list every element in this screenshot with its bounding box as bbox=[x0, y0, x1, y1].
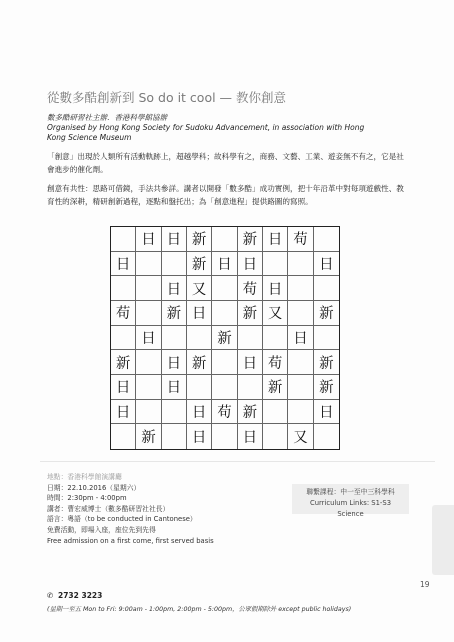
grid-cell bbox=[111, 276, 136, 301]
grid-cell bbox=[314, 227, 339, 252]
grid-cell: 日 bbox=[263, 276, 288, 301]
grid-cell: 新 bbox=[187, 227, 212, 252]
grid-cell: 苟 bbox=[238, 276, 263, 301]
grid-cell bbox=[212, 375, 237, 400]
curriculum-english: Curriculum Links: S1-S3 Science bbox=[309, 499, 392, 518]
phone-icon: ✆ bbox=[47, 591, 54, 600]
grid-cell: 新 bbox=[314, 301, 339, 326]
grid-cell bbox=[288, 301, 313, 326]
grid-cell: 新 bbox=[314, 350, 339, 375]
speaker-text: 講者：曹宏威博士（數多酷研習社社長） bbox=[47, 504, 170, 513]
grid-cell: 日 bbox=[238, 424, 263, 449]
grid-cell bbox=[111, 424, 136, 449]
grid-cell bbox=[111, 227, 136, 252]
grid-cell bbox=[187, 326, 212, 351]
sudoku-grid bbox=[110, 226, 340, 450]
grid-cell: 日 bbox=[111, 400, 136, 425]
grid-cell bbox=[212, 350, 237, 375]
grid-cell bbox=[314, 276, 339, 301]
grid-cell bbox=[212, 276, 237, 301]
grid-cell: 新 bbox=[238, 301, 263, 326]
page-edge-tab bbox=[432, 505, 454, 575]
grid-cell: 日 bbox=[263, 227, 288, 252]
grid-cell: 日 bbox=[212, 252, 237, 277]
event-info bbox=[47, 472, 214, 546]
grid-cell bbox=[314, 326, 339, 351]
grid-cell bbox=[162, 252, 187, 277]
grid-cell: 又 bbox=[288, 424, 313, 449]
grid-cell: 日 bbox=[187, 424, 212, 449]
grid-cell bbox=[136, 301, 161, 326]
grid-cell: 苟 bbox=[111, 301, 136, 326]
grid-cell: 新 bbox=[238, 227, 263, 252]
grid-cell bbox=[238, 375, 263, 400]
grid-cell: 苟 bbox=[212, 400, 237, 425]
grid-cell bbox=[288, 400, 313, 425]
admission-chinese: 免費活動，即場入座，座位先到先得 bbox=[47, 525, 156, 534]
grid-cell bbox=[212, 301, 237, 326]
grid-cell: 日 bbox=[314, 400, 339, 425]
grid-cell bbox=[212, 424, 237, 449]
grid-cell bbox=[136, 350, 161, 375]
phone-line bbox=[47, 591, 102, 600]
curriculum-box bbox=[292, 484, 409, 518]
grid-cell: 新 bbox=[162, 301, 187, 326]
grid-cell bbox=[187, 375, 212, 400]
language-text: 語言：粵語（to be conducted in Cantonese） bbox=[47, 515, 197, 524]
grid-cell: 新 bbox=[238, 400, 263, 425]
grid-cell: 又 bbox=[263, 301, 288, 326]
grid-cell: 新 bbox=[263, 375, 288, 400]
grid-cell: 日 bbox=[187, 400, 212, 425]
grid-cell bbox=[238, 326, 263, 351]
grid-cell: 日 bbox=[162, 276, 187, 301]
grid-cell: 新 bbox=[111, 350, 136, 375]
grid-cell: 日 bbox=[288, 326, 313, 351]
grid-cell bbox=[288, 276, 313, 301]
grid-cell: 日 bbox=[111, 252, 136, 277]
grid-cell: 日 bbox=[314, 252, 339, 277]
grid-cell: 新 bbox=[212, 326, 237, 351]
phone-number: 2732 3223 bbox=[58, 591, 103, 600]
intro-paragraph: 「創意」出現於人類所有活動軌跡上，超越學科；故科學有之，商務、文藝、工業、遊妾無不有之，它是社會進步的催化劑。 bbox=[47, 152, 404, 174]
grid-cell: 新 bbox=[136, 424, 161, 449]
grid-cell: 苟 bbox=[263, 350, 288, 375]
page-number: 19 bbox=[420, 580, 430, 589]
grid-cell: 日 bbox=[136, 326, 161, 351]
grid-cell: 苟 bbox=[288, 227, 313, 252]
grid-cell bbox=[263, 424, 288, 449]
divider bbox=[40, 461, 435, 462]
office-hours: (星期一至五 Mon to Fri: 9:00am - 1:00pm, 2:00pm - 5:00pm，公眾假期除外 except public holidays) bbox=[47, 606, 352, 613]
grid-cell: 新 bbox=[187, 350, 212, 375]
grid-cell bbox=[162, 400, 187, 425]
grid-cell: 日 bbox=[111, 375, 136, 400]
description-paragraph: 創意有共性：思路可借鏡，手法共參詳。講者以開發「數多酷」成功實例，把十年沿革中對每項遊戲性、教育性的深耕，精研創新過程，逐點和盤托出；為「創意進程」提供路圖的寫照。 bbox=[47, 184, 404, 206]
grid-cell bbox=[111, 326, 136, 351]
grid-cell: 日 bbox=[187, 301, 212, 326]
grid-cell: 日 bbox=[162, 227, 187, 252]
organizer-chinese: 數多酷研習社主辦．香港科學館協辦 bbox=[47, 113, 167, 122]
grid-cell bbox=[162, 326, 187, 351]
grid-cell: 日 bbox=[162, 350, 187, 375]
grid-cell bbox=[136, 252, 161, 277]
organizer-english: Organised by Hong Kong Society for Sudoku Advancement, in association with Hong Kong Science Museum bbox=[47, 123, 365, 142]
grid-cell bbox=[288, 252, 313, 277]
grid-cell bbox=[263, 326, 288, 351]
grid-cell bbox=[263, 252, 288, 277]
time-text: 時間：2:30pm - 4:00pm bbox=[47, 494, 127, 503]
grid-cell bbox=[288, 350, 313, 375]
grid-cell: 日 bbox=[238, 252, 263, 277]
venue-text: 地點：香港科學館演講廳 bbox=[47, 473, 122, 481]
page-title: 從數多酷創新到 So do it cool — 教你創意 bbox=[47, 90, 287, 105]
grid-cell bbox=[212, 227, 237, 252]
grid-cell bbox=[263, 400, 288, 425]
grid-cell: 新 bbox=[187, 252, 212, 277]
grid-cell bbox=[136, 375, 161, 400]
grid-cell: 日 bbox=[238, 350, 263, 375]
grid-cell bbox=[314, 424, 339, 449]
grid-cell bbox=[162, 424, 187, 449]
admission-english: Free admission on a first come, first served basis bbox=[47, 536, 214, 545]
grid-cell: 日 bbox=[162, 375, 187, 400]
grid-cell: 日 bbox=[136, 227, 161, 252]
grid-cell bbox=[288, 375, 313, 400]
grid-cell bbox=[136, 400, 161, 425]
grid-cell bbox=[136, 276, 161, 301]
grid-cell: 新 bbox=[314, 375, 339, 400]
date-text: 日期：22.10.2016（星期六） bbox=[47, 483, 141, 492]
curriculum-chinese: 聯繫課程：中一至中三科學科 bbox=[306, 488, 395, 496]
grid-cell: 又 bbox=[187, 276, 212, 301]
